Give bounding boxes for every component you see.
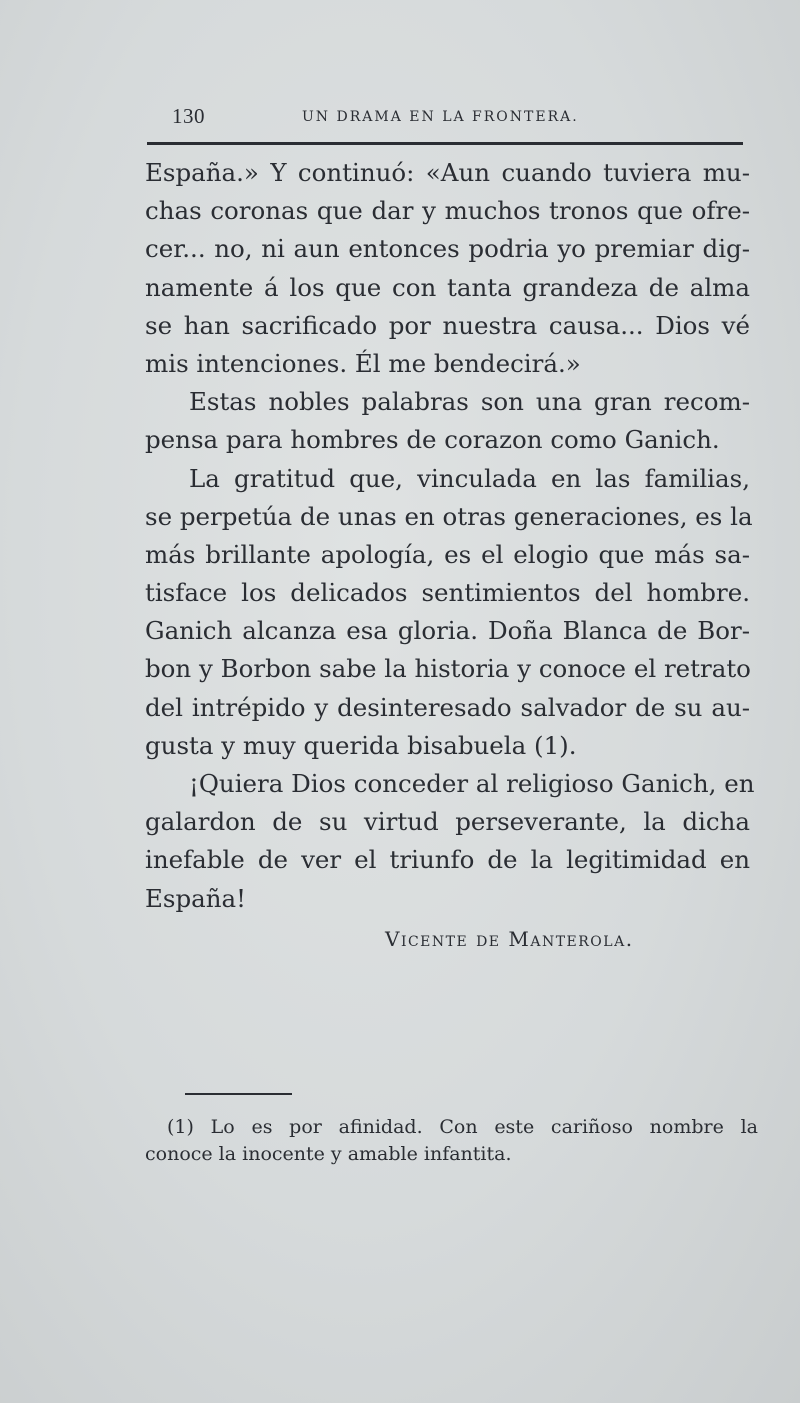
- text-line: gusta y muy querida bisabuela (1).: [145, 730, 577, 760]
- text-line: bon y Borbon sabe la historia y conoce el retrato: [145, 654, 751, 684]
- text-line: se han sacrificado por nuestra causa... Dios vé: [145, 310, 750, 340]
- text-line: inefable de ver el triunfo de la legitimidad en: [145, 845, 750, 875]
- body-text: [145, 154, 755, 918]
- footnote-line: (1) Lo es por afinidad. Con este cariñoso nombre la: [167, 1116, 758, 1138]
- footnote-rule: [185, 1093, 292, 1095]
- text-line: namente á los que con tanta grandeza de alma: [145, 272, 750, 302]
- text-line: chas coronas que dar y muchos tronos que ofre-: [145, 196, 750, 226]
- text-line: mis intenciones. Él me bendecirá.»: [145, 348, 581, 378]
- text-line: del intrépido y desinteresado salvador de su au-: [145, 692, 750, 722]
- text-line: España.» Y continuó: «Aun cuando tuviera mu-: [145, 158, 750, 187]
- text-line: pensa para hombres de corazon como Ganich.: [145, 425, 720, 455]
- text-line: España!: [145, 883, 246, 913]
- footnote-line: conoce la inocente y amable infantita.: [145, 1143, 512, 1165]
- text-line: cer... no, ni aun entonces podria yo premiar dig-: [145, 234, 750, 264]
- text-line: más brillante apología, es el elogio que más sa-: [145, 539, 750, 569]
- footnote: [145, 1114, 758, 1168]
- author-signature: Vicente de Manterola.: [385, 927, 634, 951]
- running-head: [172, 104, 752, 134]
- text-line: ¡Quiera Dios conceder al religioso Ganich, en: [189, 769, 755, 798]
- text-line: tisface los delicados sentimientos del hombre.: [145, 578, 750, 608]
- text-line: La gratitud que, vinculada en las familias,: [189, 463, 750, 493]
- text-line: galardon de su virtud perseverante, la dicha: [145, 807, 750, 837]
- running-title: UN DRAMA EN LA FRONTERA.: [302, 109, 579, 125]
- text-line: Estas nobles palabras son una gran recom-: [189, 387, 750, 417]
- header-rule: [147, 142, 743, 145]
- page-number: 130: [172, 104, 205, 128]
- text-line: se perpetúa de unas en otras generaciones, es la: [145, 501, 753, 531]
- text-line: Ganich alcanza esa gloria. Doña Blanca de Bor-: [145, 616, 750, 646]
